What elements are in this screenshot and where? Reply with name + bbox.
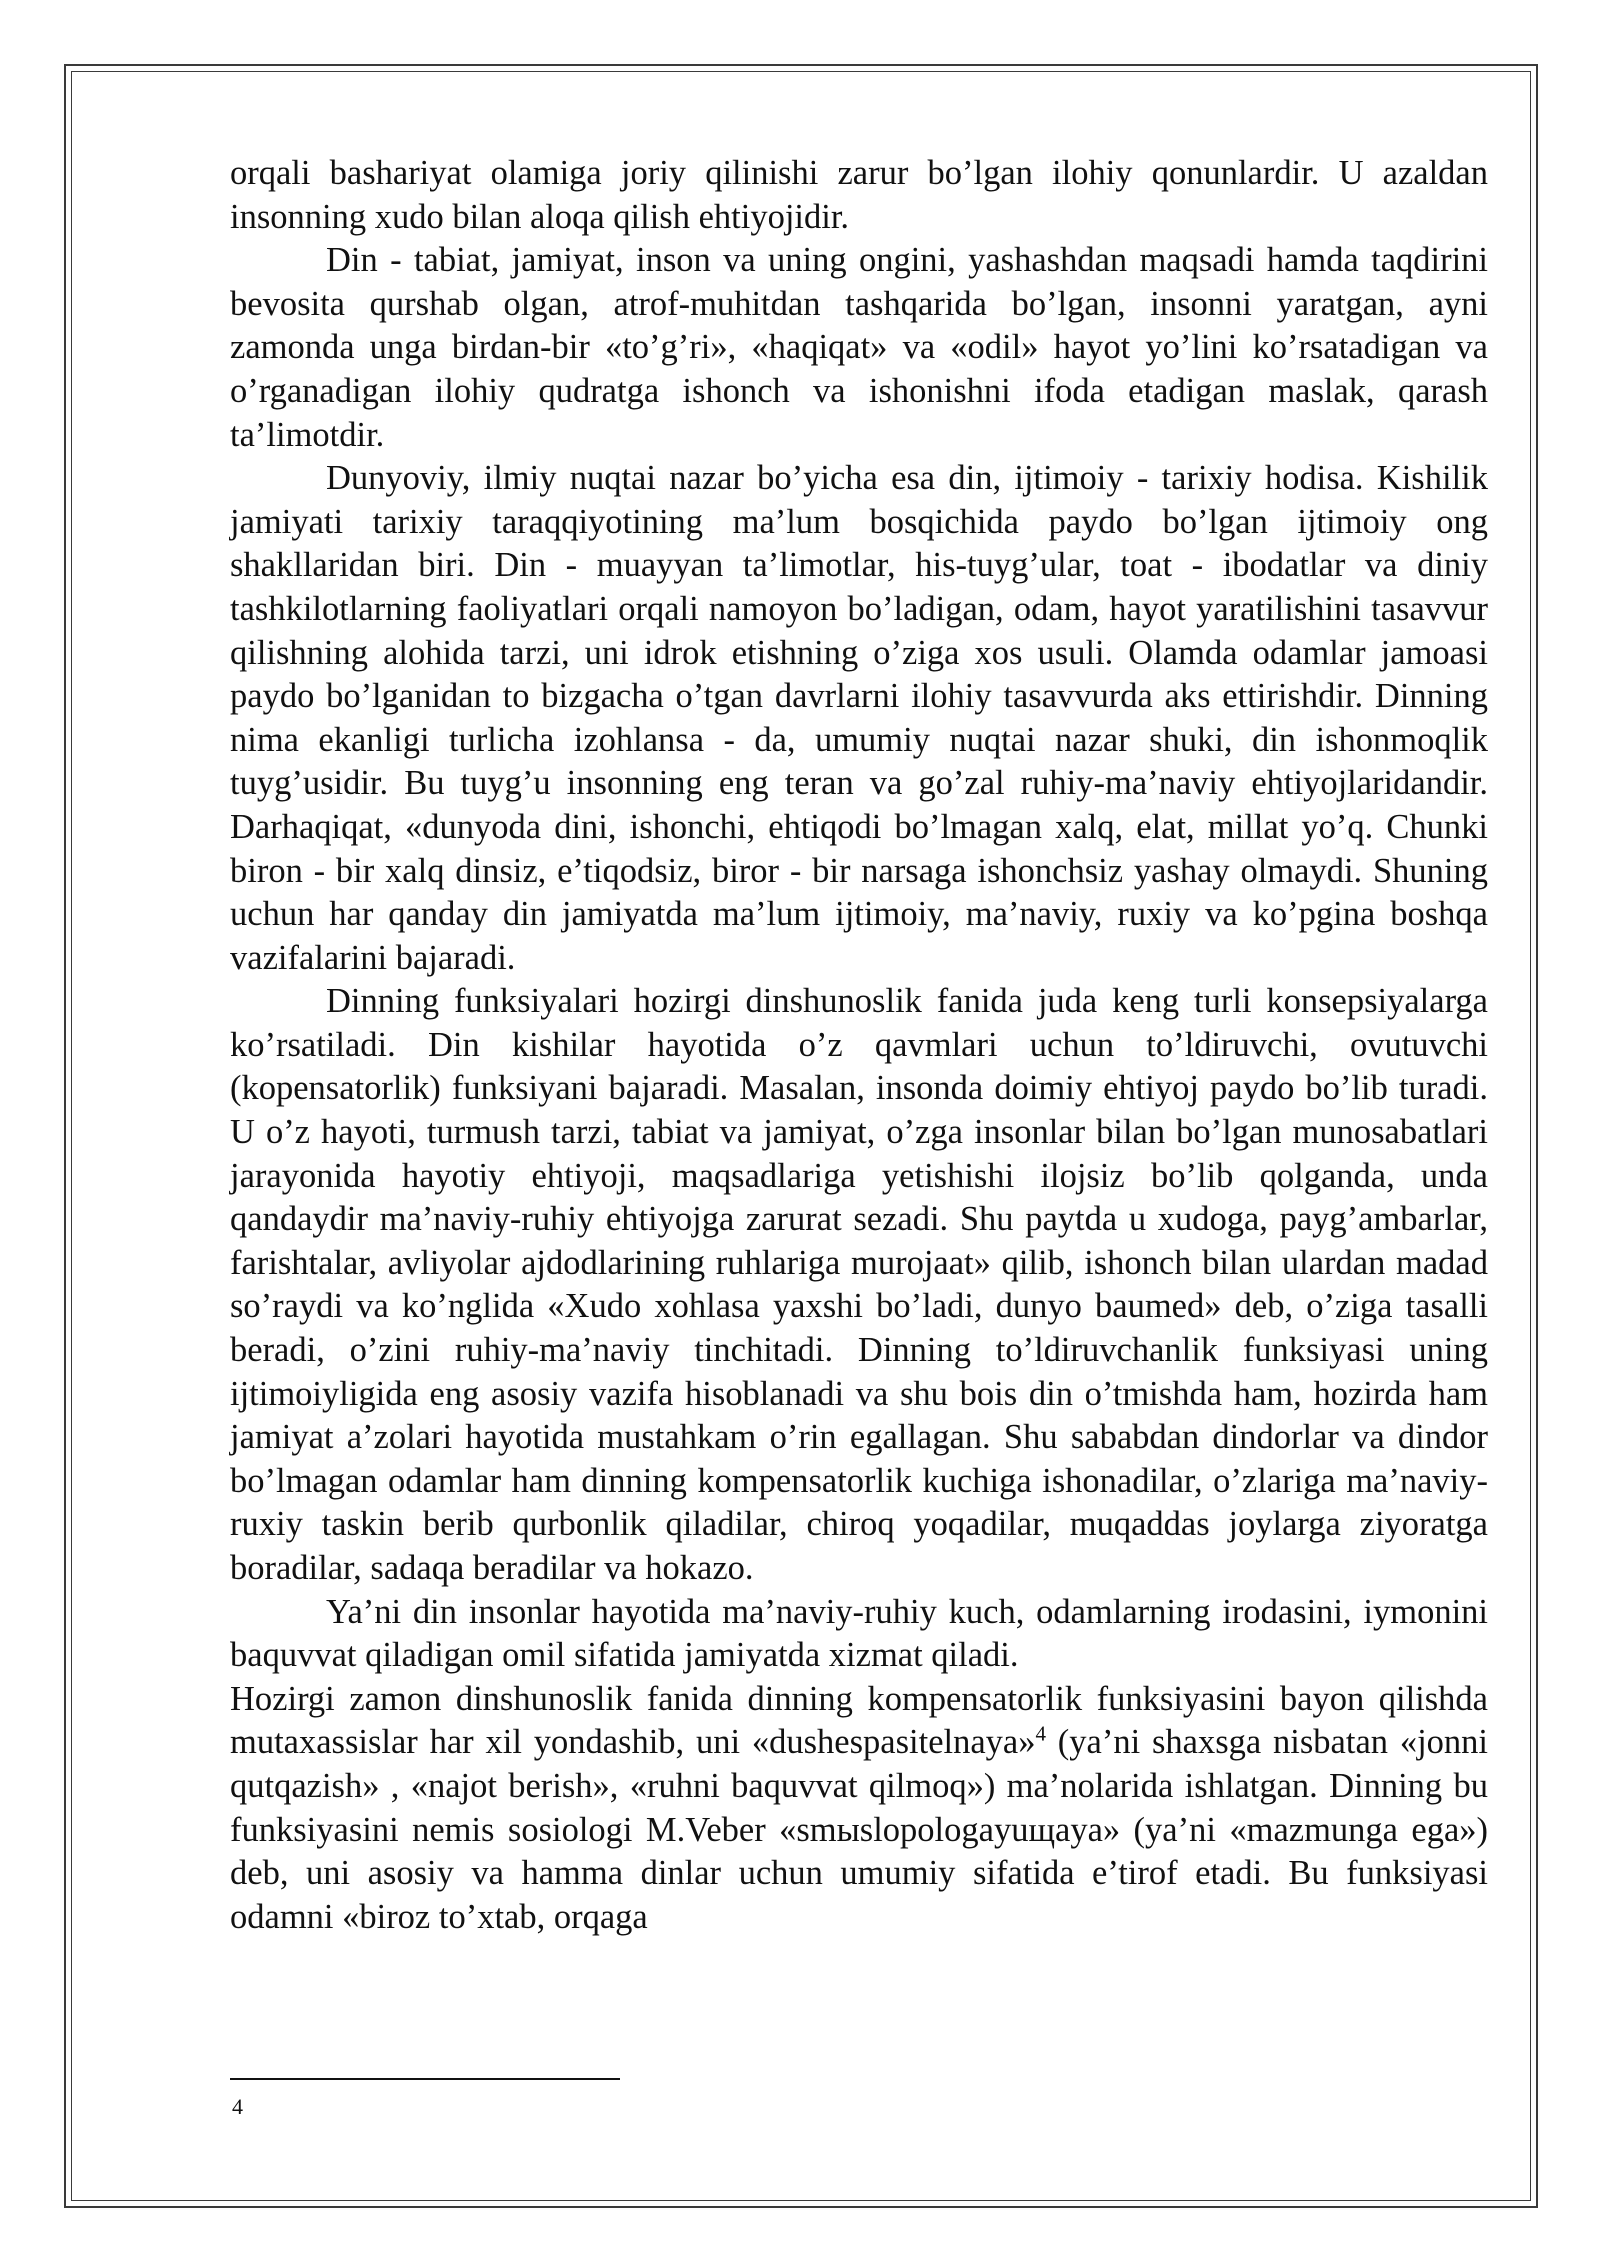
document-body bbox=[230, 152, 1488, 1939]
paragraph-6-text-after-note: (ya’ni shaxsga nisbatan «jonni qutqazish» , «najot berish», «ruhni baquvvat qilmoq») ma’nolarida ishlatgan. Dinning bu funksiyasini nemis sosiologi M.Veber «smыslopologayuщaya» (ya’ni «mazmunga ega») deb, uni asosiy va hamma dinlar uchun umumiy sifatida e’tirof etadi. Bu funksiyasi odamni «biroz to’xtab, orqaga bbox=[230, 1723, 1488, 1936]
paragraph-6 bbox=[230, 1678, 1488, 1940]
paragraph-3: Dunyoviy, ilmiy nuqtai nazar bo’yicha esa din, ijtimoiy - tarixiy hodisa. Kishilik jamiyati tarixiy taraqqiyotining ma’lum bosqichida paydo bo’lgan ijtimoiy ong shakllaridan biri. Din - muayyan ta’limotlar, his-tuyg’ular, toat - ibodatlar va diniy tashkilotlarning faoliyatlari orqali namoyon bo’ladigan, odam, hayot yaratilishini tasavvur qilishning alohida tarzi, uni idrok etishning o’ziga xos usuli. Olamda odamlar jamoasi paydo bo’lganidan to bizgacha o’tgan davrlarni ilohiy tasavvurda aks ettirishdir. Dinning nima ekanligi turlicha izohlansa - da, umumiy nuqtai nazar shuki, din ishonmoqlik tuyg’usidir. Bu tuyg’u insonning eng teran va go’zal ruhiy-ma’naviy ehtiyojlaridandir. Darhaqiqat, «dunyoda dini, ishonchi, ehtiqodi bo’lmagan xalq, elat, millat yo’q. Chunki biron - bir xalq dinsiz, e’tiqodsiz, biror - bir narsaga ishonchsiz yashay olmaydi. Shuning uchun har qanday din jamiyatda ma’lum ijtimoiy, ma’naviy, ruxiy va ko’pgina boshqa vazifalarini bajaradi. bbox=[230, 459, 1488, 977]
paragraph-4: Dinning funksiyalari hozirgi dinshunoslik fanida juda keng turli konsepsiyalarga ko’rsatiladi. Din kishilar hayotida o’z qavmlari uchun to’ldiruvchi, ovutuvchi (kopensatorlik) funksiyani bajaradi. Masalan, insonda doimiy ehtiyoj paydo bo’lib turadi. U o’z hayoti, turmush tarzi, tabiat va jamiyat, o’zga insonlar bilan bo’lgan munosabatlari jarayonida hayotiy ehtiyoji, maqsadlariga yetishishi ilojsiz bo’lib qolganda, unda qandaydir ma’naviy-ruhiy ehtiyojga zarurat sezadi. Shu paytda u xudoga, payg’ambarlar, farishtalar, avliyolar ajdodlarining ruhlariga murojaat» qilib, ishonch bilan ulardan madad so’raydi va ko’nglida «Xudo xohlasa yaxshi bo’ladi, dunyo baumed» deb, o’ziga tasalli beradi, o’zini ruhiy-ma’naviy tinchitadi. Dinning to’ldiruvchanlik funksiyasi uning ijtimoiyligida eng asosiy vazifa hisoblanadi va shu bois din o’tmishda ham, hozirda ham jamiyat a’zolari hayotida mustahkam o’rin egallagan. Shu sababdan dindorlar va dindor bo’lmagan odamlar ham dinning kompensatorlik kuchiga ishonadilar, o’zlariga ma’naviy-ruxiy taskin berib qurbonlik qiladilar, chiroq yoqadilar, muqaddas joylarga ziyoratga boradilar, sadaqa beradilar va hokazo. bbox=[230, 982, 1488, 1587]
paragraph-5: Ya’ni din insonlar hayotida ma’naviy-ruhiy kuch, odamlarning irodasini, iymonini baquvvat qiladigan omil sifatida jamiyatda xizmat qiladi. bbox=[230, 1592, 1488, 1675]
paragraph-1: orqali bashariyat olamiga joriy qilinishi zarur bo’lgan ilohiy qonunlardir. U azaldan insonning xudo bilan aloqa qilish ehtiyojidir. bbox=[230, 154, 1488, 236]
footnote-number: 4 bbox=[232, 2094, 243, 2119]
paragraph-2: Din - tabiat, jamiyat, inson va uning ongini, yashashdan maqsadi hamda taqdirini bevosita qurshab olgan, atrof-muhitdan tashqarida bo’lgan, insonni yaratgan, ayni zamonda unga birdan-bir «to’g’ri», «haqiqat» va «odil» hayot yo’lini ko’rsatadigan va o’rganadigan ilohiy qudratga ishonch va ishonishni ifoda etadigan maslak, qarash ta’limotdir. bbox=[230, 241, 1488, 454]
footnote-separator bbox=[230, 2078, 620, 2080]
paragraph-6-text-before-note: Hozirgi zamon dinshunoslik fanida dinning kompensatorlik funksiyasini bayon qilishda mutaxassislar har xil yondashib, uni «dushespasitelnaya» bbox=[230, 1679, 1488, 1762]
footnote-reference[interactable]: 4 bbox=[1035, 1721, 1046, 1746]
